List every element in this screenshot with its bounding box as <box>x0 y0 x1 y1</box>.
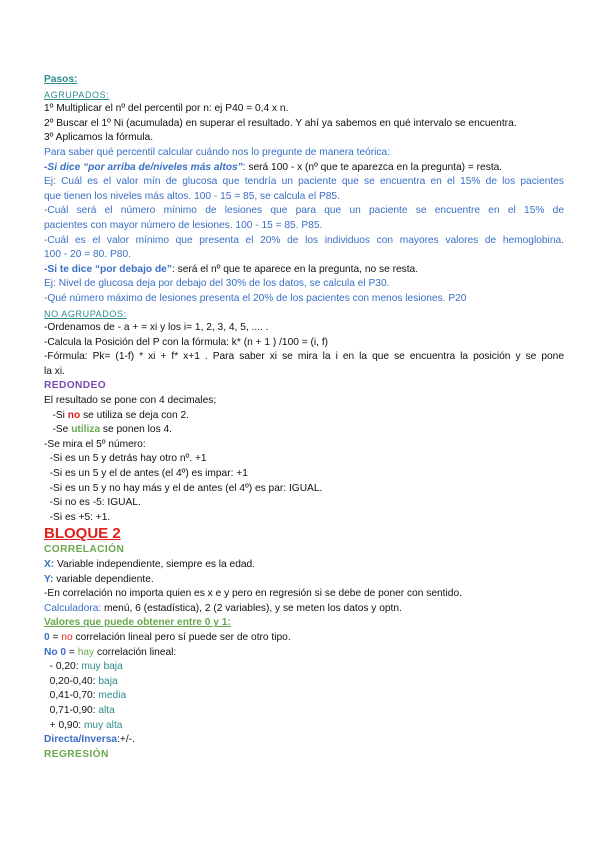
zero-text: correlación lineal pero sí puede ser de otro tipo. <box>72 631 291 643</box>
range-1-value: - 0,20: <box>44 661 82 673</box>
rule-below-text: : será el nº que te aparece en la pregunta, no se resta. <box>171 263 419 275</box>
rule-below <box>44 263 564 278</box>
step-1: 1º Multiplicar el nº del percentil por n: ej P40 = 0,4 x n. <box>44 103 289 115</box>
zero-no: no <box>61 631 73 643</box>
round-2-post: se utiliza se deja con 2. <box>80 409 189 421</box>
nonzero-value: No 0 <box>44 646 67 658</box>
zero-value: 0 <box>44 631 50 643</box>
heading-valores: Valores que puede obtener entre 0 y 1: <box>44 617 231 629</box>
heading-regresion: REGRESIÓN <box>44 748 109 760</box>
range-4-value: 0,71-0,90: <box>44 704 99 716</box>
example-2b: pacientes con mayor número de lesiones. 100 - 15 = 85. P85. <box>44 219 323 231</box>
range-4 <box>44 704 564 719</box>
example-3a: -Cuál es el valor mínimo que presenta el 20% de los individuos con mayores valores de hemoglobina. <box>44 234 564 246</box>
range-2-label: baja <box>98 675 118 687</box>
range-1-label: muy baja <box>81 661 123 673</box>
range-4-label: alta <box>98 704 115 716</box>
round-8: -Si no es -5: IGUAL. <box>44 497 141 509</box>
round-3-pre: -Se <box>44 424 72 436</box>
heading-bloque-2: BLOQUE 2 <box>44 525 121 543</box>
var-y-lead: Y: <box>44 573 54 585</box>
round-2-no: no <box>67 409 81 421</box>
round-9: -Si es +5: +1. <box>44 511 111 523</box>
example-1b: que tienen los niveles más altos. 100 - 15 = 85, se calcula el P85. <box>44 190 340 202</box>
var-x-lead: X: <box>44 559 55 570</box>
calculator-lead: Calculadora: <box>44 602 102 614</box>
example-4: Ej: Nivel de glucosa deja por debajo del 30% de los datos, se calcula el P30. <box>44 278 390 290</box>
rule-above <box>44 161 564 176</box>
round-3-utiliza: utiliza <box>71 424 101 436</box>
heading-agrupados: AGRUPADOS: <box>44 89 110 100</box>
example-3b: 100 - 20 = 80. P80. <box>44 249 131 261</box>
heading-correlacion: CORRELACIÓN <box>44 544 125 556</box>
heading-no-agrupados: NO AGRUPADOS: <box>44 308 127 319</box>
range-2 <box>44 675 564 690</box>
round-3 <box>44 423 564 438</box>
nonzero-eq: = <box>66 646 78 658</box>
direct-inverse-text: :+/-. <box>117 734 135 746</box>
example-1a: Ej: Cuál es el valor mín de glucosa que tendría un paciente que se encuentra en el 15% de los pacientes <box>44 176 564 188</box>
calculator-note <box>44 602 564 617</box>
var-x-text: Variable independiente, siempre es la edad. <box>54 559 256 570</box>
rule-above-lead: -Si dice “por arriba de/niveles más altos” <box>44 161 243 173</box>
var-x <box>44 558 564 573</box>
corr-note: -En correlación no importa quien es x e y pero en regresión si se debe de poner con sentido. <box>44 588 462 600</box>
range-5-label: muy alta <box>83 719 123 731</box>
ungrouped-4: la xi. <box>44 365 65 377</box>
range-1 <box>44 660 564 675</box>
step-2: 2º Buscar el 1º Ni (acumulada) en superar el resultado. Y ahí ya sabemos en qué intervalo se encuentra. <box>44 117 517 129</box>
direct-inverse <box>44 733 564 748</box>
range-5 <box>44 719 564 734</box>
ungrouped-1: -Ordenamos de - a + = xi y los i= 1, 2, 3, 4, 5, .... . <box>44 322 269 334</box>
heading-pasos: Pasos: <box>44 74 78 85</box>
ungrouped-3: -Fórmula: Pk= (1-f) * xi + f* x+1 . Para saber xi se mira la i en la que se encuentra la posición y se pone <box>44 351 564 363</box>
nonzero-line <box>44 646 564 661</box>
calculator-text: menú, 6 (estadística), 2 (2 variables), y se meten los datos y optn. <box>101 602 402 614</box>
theory-intro: Para saber qué percentil calcular cuándo nos lo pregunte de manera teórica: <box>44 146 391 158</box>
zero-line <box>44 631 564 646</box>
round-4: -Se mira el 5º número: <box>44 438 146 450</box>
var-y-text: variable dependiente. <box>53 573 154 585</box>
ungrouped-2: -Calcula la Posición del P con la fórmula: k* (n + 1 ) /100 = (i, f) <box>44 336 329 348</box>
round-5: -Si es un 5 y detrás hay otro nº. +1 <box>44 453 207 465</box>
range-5-value: + 0,90: <box>44 719 84 731</box>
round-2 <box>44 409 564 424</box>
round-6: -Si es un 5 y el de antes (el 4º) es impar: +1 <box>44 468 248 480</box>
step-3: 3º Aplicamos la fórmula. <box>44 132 154 144</box>
rule-above-text: : será 100 - x (nº que te aparezca en la pregunta) = resta. <box>242 161 503 173</box>
notes-page <box>44 73 564 762</box>
round-7: -Si es un 5 y no hay más y el de antes (el 4º) es par: IGUAL. <box>44 482 323 494</box>
range-3 <box>44 689 564 704</box>
var-y <box>44 573 564 588</box>
rule-below-lead: -Si te dice “por debajo de” <box>44 263 172 275</box>
zero-eq: = <box>49 631 62 643</box>
example-5: -Qué número máximo de lesiones presenta el 20% de los pacientes con menos lesiones. P20 <box>44 292 467 304</box>
heading-redondeo: REDONDEO <box>44 380 107 392</box>
round-1: El resultado se pone con 4 decimales; <box>44 395 217 407</box>
round-3-post: se ponen los 4. <box>100 424 172 436</box>
nonzero-text: correlación lineal: <box>94 646 177 658</box>
round-2-pre: -Si <box>44 409 68 421</box>
direct-inverse-lead: Directa/Inversa <box>44 734 118 746</box>
range-3-value: 0,41-0,70: <box>44 690 99 702</box>
range-3-label: media <box>98 690 127 702</box>
range-2-value: 0,20-0,40: <box>44 675 99 687</box>
nonzero-hay: hay <box>77 646 95 658</box>
example-2a: -Cuál será el número mínimo de lesiones que para que un paciente se encuentre en el 15% de <box>44 205 564 217</box>
